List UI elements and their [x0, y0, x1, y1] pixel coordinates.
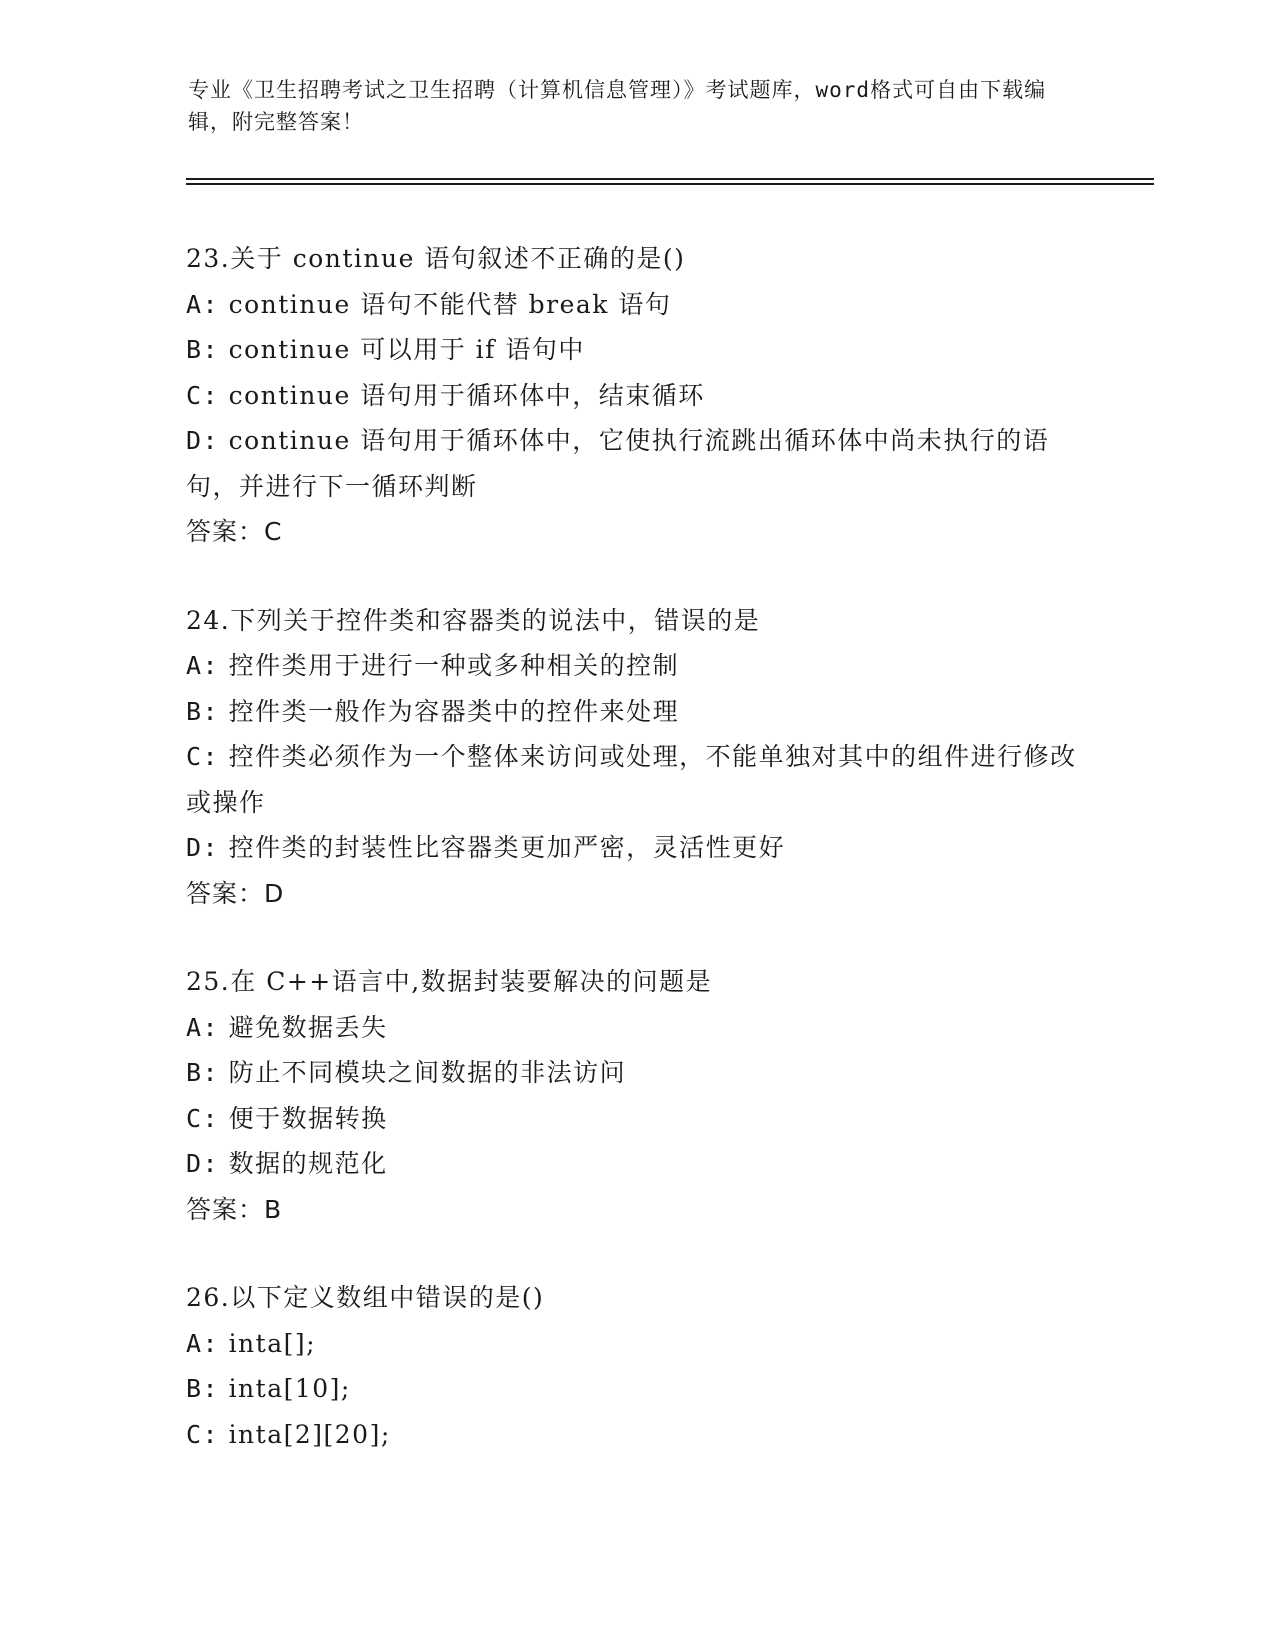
- option-letter: A:: [186, 289, 220, 319]
- question-26: [186, 1275, 1086, 1457]
- option-text: inta[2][20];: [228, 1419, 391, 1449]
- option-text: 数据的规范化: [228, 1149, 388, 1178]
- option-b: [186, 327, 1086, 373]
- option-text: 控件类一般作为容器类中的控件来处理: [228, 696, 680, 726]
- question-stem: 25.在 C++语言中,数据封装要解决的问题是: [186, 967, 713, 996]
- option-letter: A:: [186, 1328, 220, 1358]
- option-b: [186, 689, 1086, 735]
- option-text: continue 语句用于循环体中，结束循环: [228, 380, 705, 410]
- option-d: [186, 418, 1086, 509]
- option-text: continue 可以用于 if 语句中: [228, 335, 585, 364]
- question-list: [186, 236, 1086, 1500]
- option-b: [186, 1366, 1086, 1412]
- option-text: 控件类必须作为一个整体来访问或处理，不能单独对其中的组件进行修改或操作: [186, 742, 1077, 817]
- option-text: 控件类用于进行一种或多种相关的控制: [228, 651, 680, 680]
- option-d: [186, 1141, 1086, 1187]
- option-a: [186, 1005, 1086, 1051]
- question-stem: 23.关于 continue 语句叙述不正确的是(): [186, 244, 686, 273]
- option-letter: D:: [186, 426, 220, 455]
- option-text: continue 语句用于循环体中，它使执行流跳出循环体中尚未执行的语句，并进行下一循环判断: [186, 426, 1050, 501]
- option-text: inta[10];: [228, 1374, 351, 1403]
- option-c: [186, 373, 1086, 419]
- option-a: [186, 282, 1086, 328]
- option-text: 防止不同模块之间数据的非法访问: [228, 1058, 627, 1087]
- option-letter: C:: [186, 1103, 220, 1133]
- option-letter: A:: [186, 651, 220, 680]
- option-a: [186, 1321, 1086, 1367]
- option-text: 便于数据转换: [228, 1103, 388, 1133]
- header-rule-bottom: [186, 183, 1154, 185]
- option-letter: A:: [186, 1012, 220, 1042]
- option-letter: C:: [186, 1419, 220, 1449]
- option-d: [186, 825, 1086, 871]
- option-letter: C:: [186, 742, 220, 771]
- option-b: [186, 1050, 1086, 1096]
- question-24: [186, 598, 1086, 917]
- option-text: continue 语句不能代替 break 语句: [228, 289, 672, 319]
- option-letter: B:: [186, 1058, 220, 1087]
- question-25: [186, 959, 1086, 1232]
- option-letter: D:: [186, 1149, 220, 1178]
- answer-label: 答案：B: [186, 1194, 283, 1224]
- option-a: [186, 643, 1086, 689]
- question-stem: 24.下列关于控件类和容器类的说法中，错误的是: [186, 605, 761, 635]
- option-letter: C:: [186, 380, 220, 410]
- header-rule-top: [186, 178, 1154, 180]
- option-text: 避免数据丢失: [228, 1012, 388, 1042]
- option-c: [186, 1096, 1086, 1142]
- option-text: inta[];: [228, 1328, 317, 1358]
- option-c: [186, 734, 1086, 825]
- option-text: 控件类的封装性比容器类更加严密，灵活性更好: [228, 833, 786, 862]
- option-letter: B:: [186, 696, 220, 726]
- question-23: [186, 236, 1086, 555]
- option-c: [186, 1412, 1086, 1458]
- document-header: 专业《卫生招聘考试之卫生招聘（计算机信息管理）》考试题库，word格式可自由下载编辑，附完整答案！: [188, 78, 1047, 134]
- option-letter: D:: [186, 833, 220, 862]
- answer-label: 答案：C: [186, 517, 283, 546]
- answer-label: 答案：D: [186, 878, 285, 908]
- option-letter: B:: [186, 1374, 220, 1403]
- option-letter: B:: [186, 335, 220, 364]
- question-stem: 26.以下定义数组中错误的是(): [186, 1283, 545, 1312]
